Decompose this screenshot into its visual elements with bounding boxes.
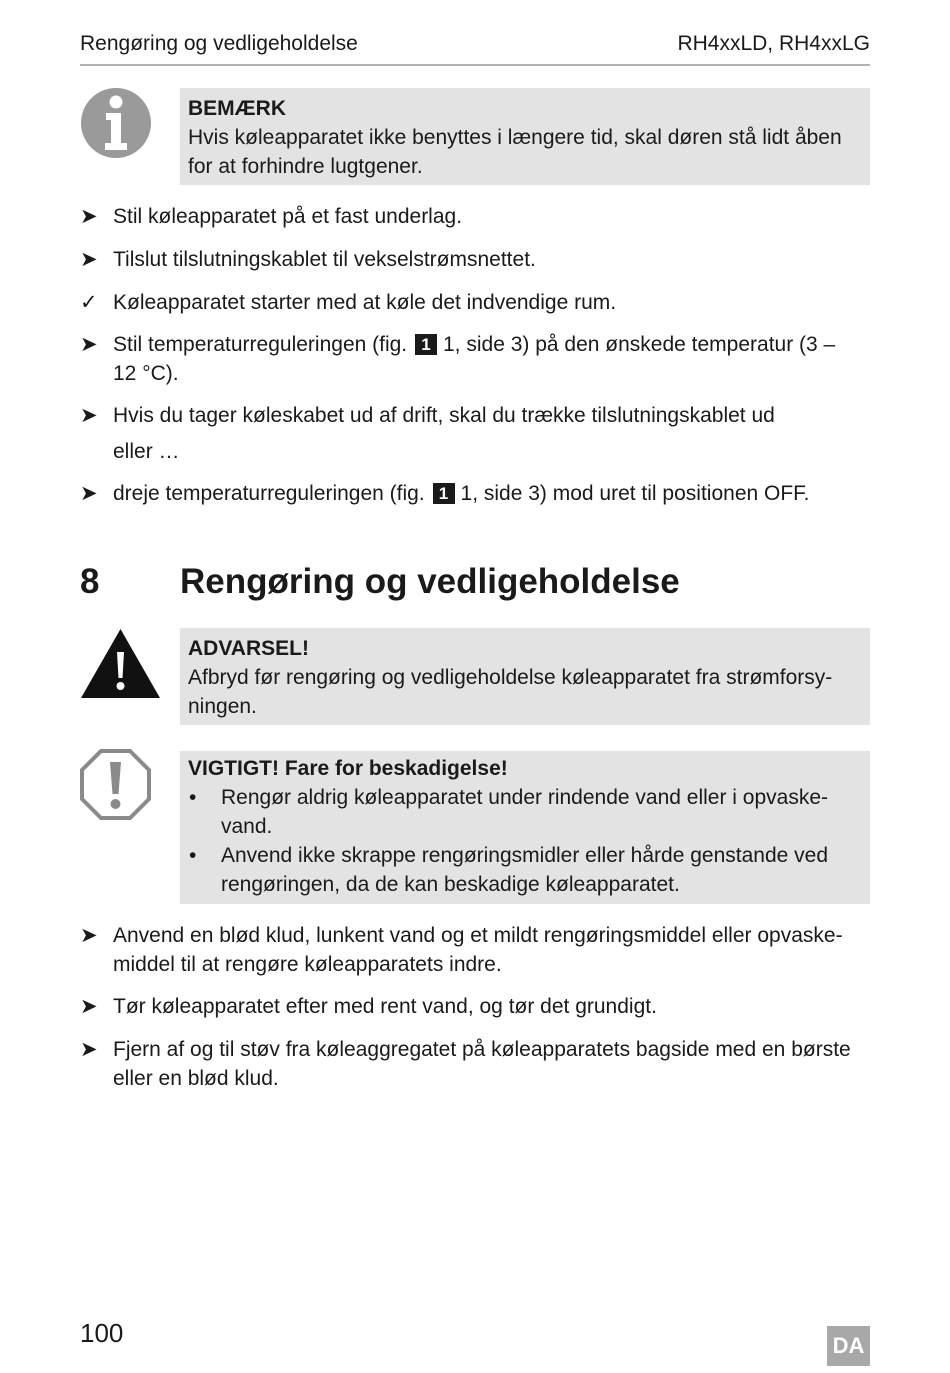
important-title: VIGTIGT! Fare for beskadigelse! — [188, 757, 508, 780]
result-item — [80, 288, 870, 317]
result-text: Køleapparatet starter med at køle det indvendige rum. — [113, 291, 617, 314]
arrow-icon: ➤ — [80, 482, 98, 505]
bullet-icon: • — [189, 844, 197, 867]
step-text: 1, side 3) på den ønskede temperatur (3 – 12 °C). — [113, 333, 836, 385]
figure-reference-badge: 1 — [415, 334, 437, 355]
caution-octagon-icon — [80, 749, 151, 825]
bullet-text: Rengør aldrig køleapparatet under rindende vand eller i opvaske-vand. — [221, 786, 829, 838]
page-header — [80, 30, 870, 66]
step-text-continuation: eller … — [113, 440, 180, 463]
note-title: BEMÆRK — [188, 97, 286, 120]
page-number: 100 — [80, 1318, 124, 1348]
bullet-icon: • — [189, 786, 197, 809]
important-list — [188, 783, 862, 899]
step-item — [80, 245, 870, 274]
step-text: Tør køleapparatet efter med rent vand, og tør det grundigt. — [113, 995, 657, 1018]
step-item — [80, 992, 870, 1021]
arrow-icon: ➤ — [80, 333, 98, 356]
bullet-text: Anvend ikke skrappe rengøringsmidler eller hårde genstande ved rengøringen, da de kan beskadige køleapparatet. — [221, 844, 829, 896]
step-text: Fjern af og til støv fra køleaggregatet på køleapparatets bagside med en børste eller en blød klud. — [113, 1038, 851, 1090]
list-item — [188, 783, 862, 841]
step-text: Stil køleapparatet på et fast underlag. — [113, 205, 463, 228]
list-item — [188, 841, 862, 899]
step-text: Tilslut tilslutningskablet til vekselstrømsnettet. — [113, 248, 536, 271]
arrow-icon: ➤ — [80, 205, 98, 228]
arrow-icon: ➤ — [80, 924, 98, 947]
section-number: 8 — [80, 562, 100, 601]
step-text: Hvis du tager køleskabet ud af drift, skal du trække tilslutningskablet ud — [113, 404, 775, 427]
arrow-icon: ➤ — [80, 404, 98, 427]
step-text: Anvend en blød klud, lunkent vand og et mildt rengøringsmiddel eller opvaske-middel til at rengøre køleapparatets indre. — [113, 924, 843, 976]
section-title: Rengøring og vedligeholdelse — [180, 562, 680, 601]
warning-triangle-icon — [80, 628, 161, 704]
step-text: 1, side 3) mod uret til positionen OFF. — [460, 482, 810, 505]
step-item — [80, 202, 870, 231]
arrow-icon: ➤ — [80, 248, 98, 271]
step-item — [80, 1035, 870, 1093]
note-box — [180, 88, 870, 185]
step-text: dreje temperaturreguleringen (fig. — [113, 482, 425, 505]
checkmark-icon: ✓ — [80, 291, 98, 314]
arrow-icon: ➤ — [80, 1038, 98, 1061]
language-badge: DA — [827, 1326, 870, 1366]
info-icon — [80, 87, 152, 164]
header-chapter-title: Rengøring og vedligeholdelse — [80, 32, 358, 55]
important-box — [180, 751, 870, 904]
warning-title: ADVARSEL! — [188, 637, 309, 660]
step-item — [80, 330, 840, 388]
warning-box — [180, 628, 870, 725]
step-item — [80, 479, 870, 508]
step-text: Stil temperaturreguleringen (fig. — [113, 333, 408, 356]
note-text: Hvis køleapparatet ikke benyttes i længere tid, skal døren stå lidt åben for at forhindre lugtgener. — [188, 126, 842, 178]
header-model-numbers: RH4xxLD, RH4xxLG — [677, 32, 870, 55]
step-item — [80, 921, 870, 979]
step-item — [80, 401, 870, 466]
arrow-icon: ➤ — [80, 995, 98, 1018]
warning-text: Afbryd før rengøring og vedligeholdelse køleapparatet fra strømforsy-ningen. — [188, 666, 833, 718]
figure-reference-badge: 1 — [433, 483, 455, 504]
